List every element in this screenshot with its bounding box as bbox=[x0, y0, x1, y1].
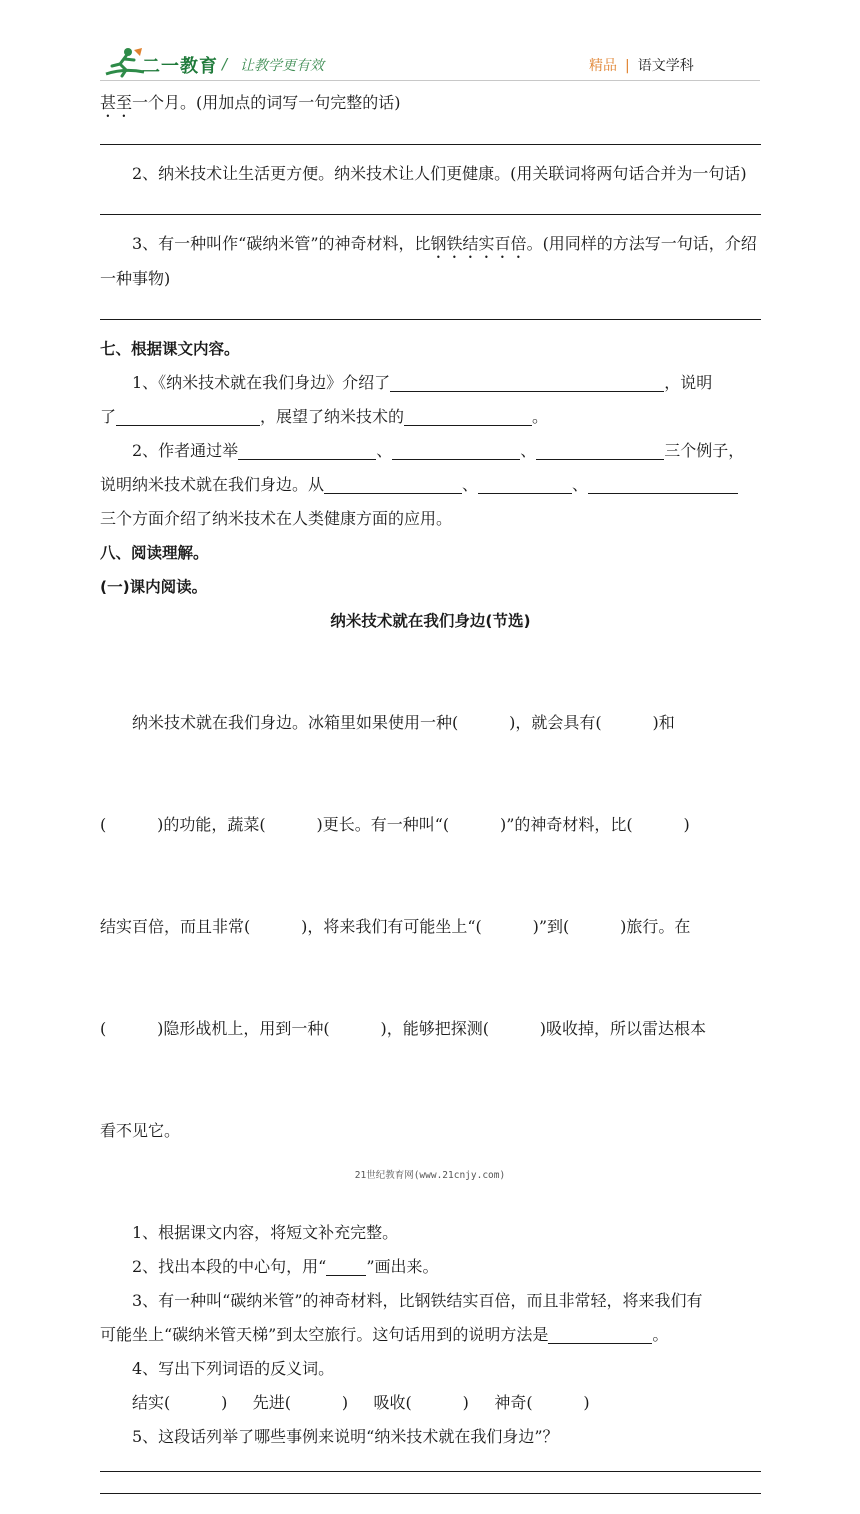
header-slogan: 让教学更有效 bbox=[240, 58, 324, 74]
answer-line[interactable] bbox=[100, 1470, 761, 1472]
worksheet-body bbox=[100, 86, 761, 1514]
s6-q3 bbox=[100, 227, 761, 296]
passage-title: 纳米技术就在我们身边(节选) bbox=[330, 612, 531, 630]
s8-q3-text: 可能坐上“碳纳米管天梯”到太空旅行。这句话用到的说明方法是 bbox=[100, 1325, 549, 1344]
s8-q4: 4、写出下列词语的反义词。 bbox=[132, 1359, 335, 1378]
header-rule bbox=[100, 80, 760, 81]
passage-line: 结实百倍，而且非常( )，将来我们有可能坐上“( )”到( )旅行。在 bbox=[100, 917, 691, 936]
page-footer: 21世纪教育网(www.21cnjy.com) bbox=[354, 1170, 506, 1181]
s7-q1-line2 bbox=[100, 400, 761, 434]
answer-line[interactable] bbox=[100, 318, 761, 320]
s7-q1-text-b: ，说明 bbox=[664, 373, 713, 392]
s7-q2-text-a: 2、作者通过举 bbox=[132, 441, 239, 460]
passage-line: ( )隐形战机上，用到一种( )，能够把探测( )吸收掉，所以雷达根本 bbox=[100, 1019, 707, 1038]
s6-q1-tail bbox=[100, 86, 761, 121]
s7-q2-text-c: 说明纳米技术就在我们身边。从 bbox=[100, 475, 325, 494]
header-slash: / bbox=[222, 55, 228, 73]
s8-q3-end: 。 bbox=[652, 1325, 669, 1344]
fill-blank[interactable] bbox=[404, 407, 532, 426]
fill-blank[interactable] bbox=[324, 475, 462, 494]
separator: 、 bbox=[376, 441, 393, 460]
fill-blank[interactable] bbox=[536, 441, 664, 460]
s8-q3-line1: 3、有一种叫“碳纳米管”的神奇材料，比钢铁结实百倍，而且非常轻，将来我们有 bbox=[132, 1291, 703, 1310]
separator: 、 bbox=[462, 475, 479, 494]
separator: 、 bbox=[520, 441, 537, 460]
section-8-subtitle: (一)课内阅读。 bbox=[100, 578, 208, 596]
dotted-words: 钢铁结实百倍 bbox=[430, 234, 527, 253]
s7-q2-line2 bbox=[100, 468, 761, 502]
passage-line: 纳米技术就在我们身边。冰箱里如果使用一种( )，就会具有( )和 bbox=[132, 713, 675, 732]
s6-q3-pre: 3、有一种叫作“碳纳米管”的神奇材料，比 bbox=[132, 234, 431, 253]
answer-line[interactable] bbox=[100, 1492, 761, 1494]
subject-label: 语文学科 bbox=[637, 58, 694, 74]
header-right bbox=[589, 55, 694, 75]
s6-q1-text: 一个月。(用加点的词写一句完整的话) bbox=[132, 93, 401, 112]
section-8-title: 八、阅读理解。 bbox=[100, 544, 209, 562]
s7-q1-text-e: 。 bbox=[532, 407, 549, 426]
s8-q2-text-a: 2、找出本段的中心句，用“ bbox=[132, 1257, 327, 1276]
page-header bbox=[0, 0, 860, 82]
fill-blank[interactable] bbox=[478, 475, 572, 494]
header-divider: | bbox=[625, 58, 630, 74]
brand-name: 二一教育 bbox=[142, 56, 218, 77]
answer-line[interactable] bbox=[100, 213, 761, 215]
s8-q2-text-b: ”画出来。 bbox=[366, 1257, 439, 1276]
antonym-row: 结实( ) 先进( ) 吸收( ) 神奇( ) bbox=[132, 1393, 590, 1412]
fill-blank[interactable] bbox=[548, 1325, 652, 1344]
answer-line[interactable] bbox=[100, 143, 761, 145]
s7-q1-text-c: 了 bbox=[100, 407, 117, 426]
passage-line: ( )的功能，蔬菜( )更长。有一种叫“( )”的神奇材料，比( ) bbox=[100, 815, 690, 834]
quality-label: 精品 bbox=[589, 58, 617, 74]
s6-q2: 2、纳米技术让生活更方便。纳米技术让人们更健康。(用关联词将两句话合并为一句话) bbox=[132, 164, 747, 183]
passage bbox=[100, 638, 761, 1216]
dotted-words: 甚至 bbox=[100, 93, 133, 112]
s7-q1-text-d: ，展望了纳米技术的 bbox=[260, 407, 405, 426]
s7-q2-line3: 三个方面介绍了纳米技术在人类健康方面的应用。 bbox=[100, 509, 453, 528]
s8-q5: 5、这段话列举了哪些事例来说明“纳米技术就在我们身边”？ bbox=[132, 1427, 559, 1446]
fill-blank[interactable] bbox=[116, 407, 260, 426]
s8-q1: 1、根据课文内容，将短文补充完整。 bbox=[132, 1223, 399, 1242]
fill-blank[interactable] bbox=[238, 441, 376, 460]
fill-blank[interactable] bbox=[326, 1257, 366, 1276]
fill-blank[interactable] bbox=[588, 475, 738, 494]
s7-q1-line1 bbox=[100, 366, 761, 400]
s8-q2 bbox=[100, 1250, 761, 1284]
fill-blank[interactable] bbox=[390, 373, 664, 392]
s7-q2-line1 bbox=[100, 434, 761, 468]
fill-blank[interactable] bbox=[392, 441, 520, 460]
separator: 、 bbox=[572, 475, 589, 494]
section-7-title: 七、根据课文内容。 bbox=[100, 340, 240, 358]
s7-q1-text-a: 1、《纳米技术就在我们身边》介绍了 bbox=[132, 373, 391, 392]
passage-line: 看不见它。 bbox=[100, 1121, 181, 1140]
s8-q3-line2 bbox=[100, 1318, 761, 1352]
s6-q3-post: 。(用同样的方法写一句话，介绍一种事物) bbox=[100, 234, 757, 288]
s7-q2-text-b: 三个例子， bbox=[664, 441, 745, 460]
